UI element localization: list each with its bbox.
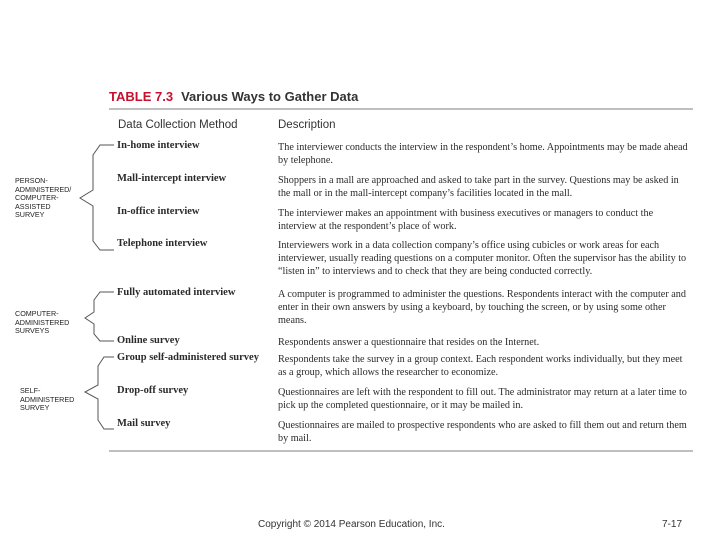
- description-mail: Questionnaires are mailed to prospective respondents who are asked to fill them out and return them by mail.: [278, 420, 687, 444]
- table-number: TABLE 7.3: [109, 89, 174, 104]
- method-drop-off: Drop-off survey: [117, 385, 189, 396]
- method-online: Online survey: [117, 335, 180, 346]
- description-in-home: The interviewer conducts the interview in the respondent’s home. Appointments may be made ahead by telephone.: [278, 142, 688, 166]
- description-in-office: The interviewer makes an appointment with business executives or managers to conduct the interview at the respondent’s place of work.: [278, 208, 654, 232]
- method-in-home: In-home interview: [117, 140, 200, 151]
- description-fully-automated: A computer is programmed to administer the questions. Respondents interact with the computer and enter in their own answers by using a keyboard, by touching the screen, or by using some other means.: [278, 289, 686, 326]
- method-fully-automated: Fully automated interview: [117, 287, 236, 298]
- method-group-self-administered: Group self-administered survey: [117, 352, 259, 363]
- page-number: 7-17: [662, 519, 683, 530]
- description-telephone: Interviewers work in a data collection company’s office using cubicles or work areas for each interviewer, usually reading questions on a computer monitor. Often the supervisor has the ability to “listen in” to interviews and to check that they are being conducted correctly.: [278, 240, 687, 277]
- method-in-office: In-office interview: [117, 206, 200, 217]
- description-group-self-administered: Respondents take the survey in a group context. Each respondent works individually, but they meet as a group, which allows the researcher to economize.: [278, 354, 683, 378]
- description-drop-off: Questionnaires are left with the respondent to fill out. The administrator may return at a later time to pick up the completed questionnaire, or it may be mailed in.: [278, 387, 687, 411]
- group-label-self-administered: SELF- ADMINISTERED SURVEY: [20, 386, 75, 413]
- bracket-computer-administered: [85, 292, 114, 341]
- table-title: Various Ways to Gather Data: [181, 89, 359, 104]
- group-label-person-administered: PERSON- ADMINISTERED/ COMPUTER- ASSISTED SURVEY: [15, 176, 72, 220]
- copyright-text: Copyright © 2014 Pearson Education, Inc.: [258, 519, 445, 530]
- method-telephone: Telephone interview: [117, 238, 208, 249]
- column-header-description: Description: [278, 119, 336, 131]
- bracket-self-administered: [85, 357, 114, 429]
- bracket-person-administered: [80, 145, 114, 250]
- group-label-computer-administered: COMPUTER- ADMINISTERED SURVEYS: [15, 309, 70, 336]
- method-mail: Mail survey: [117, 418, 171, 429]
- description-mall-intercept: Shoppers in a mall are approached and asked to take part in the survey. Questions may be asked in the mall or in the mall-intercept company’s facilities located in the mall.: [278, 175, 679, 199]
- column-header-method: Data Collection Method: [118, 119, 238, 131]
- description-online: Respondents answer a questionnaire that resides on the Internet.: [278, 337, 540, 348]
- method-mall-intercept: Mall-intercept interview: [117, 173, 227, 184]
